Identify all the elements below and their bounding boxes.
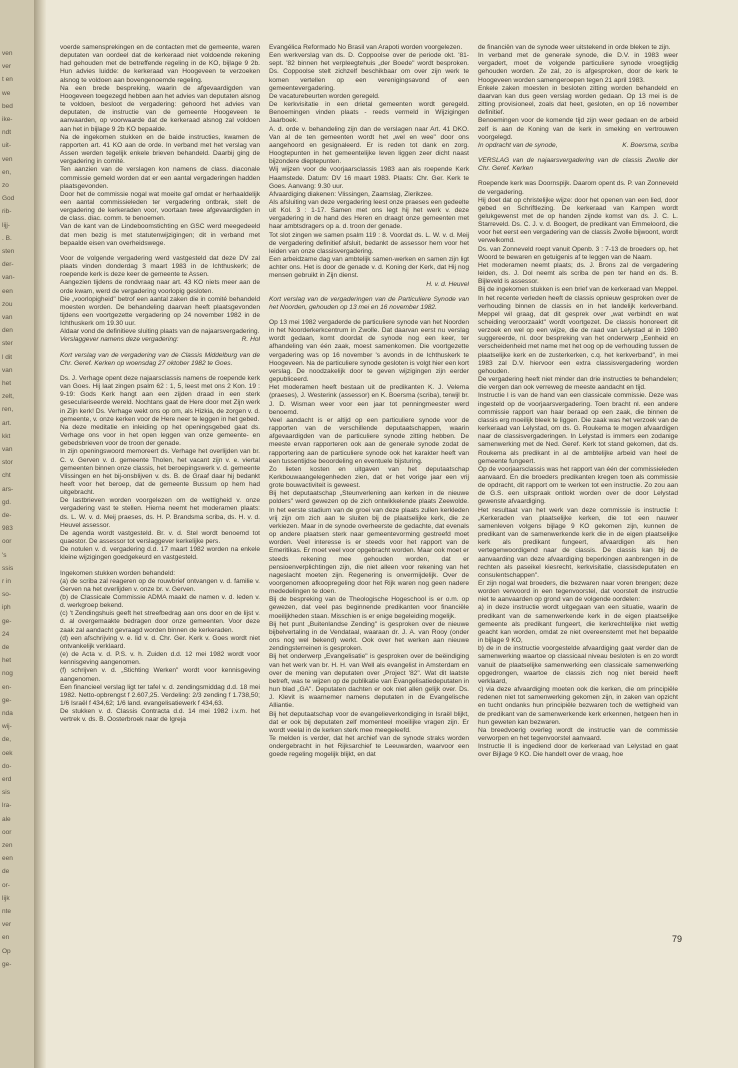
previous-page-fragment: het	[2, 380, 12, 387]
journal-page	[46, 0, 738, 1068]
body-paragraph: Bij het deputaatschap voor de evangelieverkondiging in Israël blijkt, dat er ook bij deputaten zelf momenteel moeilijke vragen zijn. Er wordt veelal in de kerken sterk mee meegeleefd.	[269, 710, 469, 734]
body-paragraph: De agenda wordt vastgesteld. Br. v. d. Stel wordt benoemd tot quaestor. De assessor tot verslaggever kerkelijke pers.	[60, 529, 260, 546]
body-paragraph: In zijn openingswoord memoreert ds. Verhage het overlijden van br. C. v. Gerven v. d. gemeente Tholen, het vacant zijn v. e. viertal gemeenten binnen onze classis, het beroepingswerk v. d. gemeente Vlissingen en het bij-onsblijven v. ds. B. de Graaf daar hij bedankt heeft voor het beroep, dat de gemeente Bussum op hem had uitgebracht.	[60, 448, 260, 497]
previous-page-fragment: ven	[2, 50, 13, 57]
body-paragraph: (a) de scriba zal reageren op de rouwbrief ontvangen v. d. familie v. Gerven na het overlijden v. onze br. v. Gerven.	[60, 577, 260, 593]
previous-page-fragment: Op	[2, 947, 11, 955]
previous-page-fragment: gd.	[2, 498, 12, 506]
previous-page-fragment: do-	[2, 762, 12, 770]
body-paragraph: Ds. J. Verhage opent deze najaarsclassis namens de roepende kerk van Goes. Hij laat zingen psalm 62 : 1, 5, leest met ons 2 Kon. 19 : 9-19: Gods Kerk hangt aan een zijden draad in een sterk geseculariseerde wereld. Nochtans gaat de Here door met Zijn werk in Zijn kerk! Ds. Verhage wekt ons op om, als Hizkia, de zorgen v. d. gemeente, v. onze kerken voor de Here neer te leggen in het gebed.	[60, 374, 260, 423]
body-paragraph: Na breedvoerig overleg wordt de instructie van de commissie verworpen en het tegenvoorstel aanvaard.	[478, 726, 678, 742]
body-paragraph: Het moderamen neemt plaats; ds. J. Brons zal de vergadering leiden, ds. J. Dol neemt als scriba de pen ter hand en ds. B. Bijleveld is assessor.	[478, 261, 678, 286]
previous-page-fragment: iph	[2, 604, 11, 612]
previous-page-fragment: ge-	[2, 960, 12, 968]
body-paragraph: In verband met de generale synode, die D.V. in 1983 weer vergadert, moet de volgende particuliere synode vroegtijdig gehouden worden. Ze zal, zo is afgesproken, door de kerk te Hoogeveen worden samengeroepen tegen 21 april 1983.	[478, 52, 678, 84]
previous-page-fragment: wij-	[2, 723, 12, 731]
previous-page-fragment: ge-	[2, 617, 12, 625]
previous-page-fragment: . B.	[2, 234, 12, 242]
previous-page-fragment: ren,	[2, 406, 14, 414]
body-paragraph: Bij het onderwerp „Evangelisatie" is gesproken over de beëindiging van het werk van br. H. H. van Well als evangelist in Amsterdam en over de mening van deputaten over „Project '82". Wat dit laatste betreft, was te wijzen op de publikatie van Evangelisatiedeputaten in hun blad „GA". Deputaten dachten er ook niet allen gelijk over. Ds. J. Klevit is waarnemer namens deputaten in de Evangelische Alliantie.	[269, 653, 469, 710]
body-paragraph: Bij het deputaatschap „Steunverlening aan kerken in de nieuwe polders" werd gewezen op de zich ontwikkelende plaats Zeewolde. In het eerste stadium van de groei van deze plaats zullen kerkleden vrij zijn om zich aan te sluiten bij de plaatselijke kerk, die ze verkiezen. Maar in de synode overheerste de gedachte, dat evenals op andere plaatsen sterk naar gemeentevorming gestreefd moet worden. Veel interesse is er steeds voor het rapport van de Emeritikas. Er moet veel voor opgebracht worden. Maar ook moet er steeds rekening mee gehouden worden, dat er pensioenverplichtingen zijn, die niet alleen voor rekening van het nageslacht moeten zijn. Regenering is onvermijdelijk. Over de voorgenomen afkoopregeling door het Rijk waren nog geen nadere mededelingen te doen.	[269, 490, 469, 596]
body-paragraph: Roepende kerk was Doornspijk. Daarom opent ds. P. van Zonneveld de vergadering.	[478, 180, 678, 196]
previous-page-fragment: oek	[2, 749, 13, 757]
body-paragraph: De kerkvisitatie in een drietal gemeenten wordt geregeld. Benoemingen vinden plaats - reeds vermeld in Wijzigingen Jaarboek.	[269, 101, 469, 125]
previous-page-fragment: ale	[2, 815, 11, 823]
body-paragraph: De stukken v. d. Classis Contracta d.d. 14 mei 1982 i.v.m. het vertrek v. ds. B. Oosterbroek naar de Igreja	[60, 708, 260, 724]
previous-page-fragment: een	[2, 287, 13, 295]
signature-line	[478, 142, 678, 150]
paragraph-gap	[478, 150, 678, 157]
previous-page-fragment: stor	[2, 459, 13, 467]
report-heading: VERSLAG van de najaarsvergadering van de classis Zwolle der Chr. Geref. Kerken	[478, 157, 678, 173]
previous-page-fragment: en-	[2, 683, 12, 691]
signature-label: In opdracht van de synode,	[478, 141, 558, 149]
body-paragraph: Bij de bespreking van de Theologische Hogeschool is er o.m. op gewezen, dat veel pas beginnende predikanten voor financiële moeilijkheden staan. Misschien is er enige begeleiding mogelijk.	[269, 596, 469, 620]
previous-page-fragment: nte	[2, 908, 12, 915]
previous-page-fragment: zo	[2, 182, 9, 189]
previous-page-fragment: en,	[2, 168, 12, 176]
paragraph-gap	[269, 289, 469, 296]
body-paragraph: Een arbeidzame dag van ambtelijk samen-werken en samen zijn ligt achter ons. Het is door de genade v. d. Koning der Kerk, dat Hij nog mensen gebruikt in Zijn dienst.	[269, 256, 469, 280]
previous-page-fragment: de,	[2, 736, 12, 744]
body-paragraph: (f) schrijven v. d. „Stichting Werken" wordt voor kennisgeving aangenomen.	[60, 667, 260, 683]
signature-label: Verslaggever namens deze vergadering:	[60, 336, 179, 344]
signature-line	[60, 336, 260, 344]
previous-page-fragment: der-	[2, 261, 14, 269]
previous-page-fragment: nog	[2, 670, 13, 678]
previous-page-fragment: de-	[2, 512, 12, 519]
body-paragraph: Instructie I is van de hand van een classicale commissie. Deze was ingesteld op de voorjaarsvergadering. Toen bracht nl. een andere commissie rapport van haar beraad op een zaak, die binnen de classis erg moeilijk bleek te liggen. Die zaak was het verzoek van de kerkeraad van Lelystad, om ds. G. Roukema te mogen afvaardigen naar de classisvergaderingen. In Lelystad is immers een zodanige samenwerking met de Ned. Geref. Kerk tot stand gekomen, dat ds. Roukema als predikant in al de ambtelijke arbeid van heel de gemeente fungeert.	[478, 392, 678, 465]
previous-page-fragment: erd	[2, 776, 12, 783]
previous-page-fragment: ike-	[2, 116, 13, 123]
body-paragraph: De vacaturebeurten worden geregeld.	[269, 92, 380, 100]
body-paragraph: a) in deze instructie wordt uitgegaan van een situatie, waarin de predikant van de samenwerkende kerk in de eigen plaatselijke gemeente als predikant fungeert, die kerkrechtelijke niet wettig geacht kan worden, omdat ze niet overeenstemt met het bepaalde in bijlage 9 KO,	[478, 604, 678, 645]
paragraph-gap	[60, 345, 260, 352]
signature-name: R. Hol	[241, 336, 260, 344]
previous-page-fragment: oor	[2, 538, 12, 546]
body-paragraph: Enkele zaken moesten in besloten zitting worden behandeld en daarvan kan dus geen verslag worden gedaan. Op 13 mei is de zitting provisioneel, zoals dat heet, gesloten, en op 16 november definitief.	[478, 84, 678, 117]
previous-page-fragment: rib-	[2, 208, 12, 216]
previous-page-fragment: van	[2, 314, 13, 321]
body-paragraph: De lastbrieven worden voorgelezen om de wettigheid v. onze vergadering vast te stellen. Hierna neemt het moderamen plaats: ds. L. W. v. d. Meij praeses, ds. H. P. Brandsma scriba, ds. H. v. d. Heuvel assessor.	[60, 497, 260, 529]
previous-page-edge	[0, 0, 34, 1068]
body-paragraph: Op 13 mei 1982 vergaderde de particuliere synode van het Noorden in het Noorderkerkcentrum in Zwolle. Dat daarvan eerst nu verslag wordt gedaan, komt doordat de synode nog een keer, ter afhandeling van één zaak, moest samenkomen. Die voortgezette vergadering was op 16 november 's avonds in de Ichthuskerk te Hoogeveen. Na de particuliere synode gesloten is volgt hier een kort verslag. De noodzakelijk door te geven wijzigingen zijn eerder gepubliceerd.	[269, 319, 469, 384]
body-paragraph: Een werkverslag van ds. D. Coppoolse over de periode okt. '81-sept. '82 binnen het verpleegtehuis „der Boede" wordt besproken. Ds. Coppoolse stelt zichzelf beschikbaar om over zijn werk te komen vertellen op een verenigingsavond of een gemeentevergadering.	[269, 52, 469, 92]
body-paragraph: (d) een afschrijving v. e. lid v. d. Chr. Ger. Kerk v. Goes wordt niet ontvankelijk verklaard.	[60, 634, 260, 650]
previous-page-fragment: we	[2, 89, 11, 97]
body-paragraph: Door het de commissie nogal wat moeite gaf omdat er herhaaldelijk een aantal commissieleden ter vergadering ontbrak, stelt de vergadering de kerkeraden voor, voortaan twee afgevaardigden in de class. diac. comm. te benoemen.	[60, 190, 260, 223]
body-paragraph: Bij het punt „Buitenlandse Zending" is gesproken over de nieuwe bijbelvertaling in de Vendataal, waaraan dr. J. A. van Rooy (onder ons nog wel bekend) werkt. Ook over het werken aan nieuwe zendingsterreinen is gesproken.	[269, 620, 469, 653]
body-paragraph: Het moderamen heeft bestaan uit de predikanten K. J. Velema (praeses), J. Westerink (assessor) en K. Boersma (scriba), terwijl br. J. D. Wisman weer voor een jaar tot penningmeester werd benoemd.	[269, 384, 469, 416]
text-column-right	[478, 44, 678, 1024]
body-paragraph: De notulen v. d. vergadering d.d. 17 maart 1982 worden na enkele kleine wijzigingen goedgekeurd en vastgesteld.	[60, 546, 260, 562]
body-paragraph: (e) de Acta v. d. P.S. v. h. Zuiden d.d. 12 mei 1982 wordt voor kennisgeving aangenomen.	[60, 651, 260, 667]
previous-page-fragment: sten	[2, 248, 15, 255]
body-paragraph: de financiën van de synode weer uitstekend in orde bleken te zijn.	[478, 44, 671, 51]
body-paragraph: (b) de Classicale Commissie ADMA maakt de namen v. d. leden v. d. werkgroep bekend.	[60, 594, 260, 610]
body-paragraph: Voor de volgende vergadering werd vastgesteld dat deze DV zal plaats vinden donderdag 3 maart 1983 in de Ichthuskerk; de roepende kerk is deze keer de gemeente te Assen.	[60, 254, 260, 279]
body-paragraph: Van de kant van de Lindeboomstichting en GSC werd meegedeeld dat men bezig is met statutenwijzigingen; dit in verband met bepaalde eisen van overheidswege.	[60, 223, 260, 247]
previous-page-fragment: l dit	[2, 353, 13, 361]
page-number: 79	[672, 934, 683, 944]
previous-page-fragment: or-	[2, 881, 10, 889]
previous-page-fragment: oor	[2, 828, 12, 836]
body-paragraph: Na deze meditatie en inleiding op het openingsgebed gaat ds. Verhage ons voor in het open leggen van onze gemeente- en gebedsbrieven voor de troon der genade.	[60, 423, 260, 448]
previous-page-fragment: en	[2, 934, 10, 942]
previous-page-fragment: een	[2, 855, 13, 863]
previous-page-fragment: cht	[2, 472, 11, 480]
previous-page-fragment: ge-	[2, 696, 12, 704]
previous-page-fragment: ars-	[2, 485, 14, 493]
body-paragraph: Als afsluiting van deze vergadering leest onze praeses een gedeelte uit Kol. 3 : 1-17. Samen met ons legt hij het werk v. deze vergadering in de hand des Heren en draagt onze gemeenten met haar ambtsdragers op a. d. troon der genade.	[269, 198, 469, 231]
previous-page-fragment: sis	[2, 789, 10, 797]
paragraph-gap	[478, 173, 678, 180]
body-paragraph: Aangezien tijdens de rondvraag naar art. 43 KO niets meer aan de orde kwam, werd de vergadering voorlopig gesloten.	[60, 279, 260, 295]
body-paragraph: Wij wijzen voor de voorjaarsclassis 1983 aan als roepende Kerk Haamstede. Datum: DV 16 maart 1983. Plaats: Chr. Ger. Kerk te Goes. Aanvang: 9.30 uur.	[269, 166, 469, 190]
previous-page-fragment: ver	[2, 63, 12, 71]
previous-page-fragment: 983	[2, 525, 13, 533]
paragraph-gap	[60, 563, 260, 570]
previous-page-fragment: ndt	[2, 129, 12, 137]
previous-page-fragment: ven	[2, 155, 13, 163]
signature-name: K. Boersma, scriba	[622, 141, 678, 149]
text-column-left	[60, 44, 260, 1024]
previous-page-fragment: lijk	[2, 894, 10, 902]
body-paragraph: Ingekomen stukken worden behandeld:	[60, 569, 176, 577]
previous-page-fragment: kkt	[2, 432, 11, 440]
previous-page-fragment: art.	[2, 419, 12, 427]
body-paragraph: Afvaardiging diakenen: Vlissingen, Zaamslag, Zierikzee.	[269, 190, 433, 198]
previous-page-fragment: lijj-	[2, 221, 10, 229]
previous-page-fragment: den	[2, 327, 13, 335]
previous-page-fragment: uit-	[2, 142, 12, 150]
report-heading: Kort verslag van de vergaderingen van de Particuliere Synode van het Noorden, gehouden op 13 mei en 16 november 1982.	[269, 295, 469, 311]
body-paragraph: Te melden is verder, dat het archief van de synode straks worden ondergebracht in het Rijksarchief te Leeuwarden, waarvoor een goede regeling mogelijk blijkt, en dat	[269, 734, 469, 759]
body-paragraph: De vergadering heeft niet minder dan drie instructies te behandelen; die vergen dan ook verreweg de meeste aandacht en tijd.	[478, 376, 678, 392]
body-paragraph: A. d. orde v. behandeling zijn dan de verslagen naar Art. 41 DKO. Van al de ten gemeenten wordt het „wel en wee" door ons aangehoord en gesignaleerd. Er is reden tot dank en zorg. Hoogtepunten in het gemeentelijke leven liggen zeer dicht naast bijzondere dieptepunten.	[269, 125, 469, 166]
body-paragraph: Bij de ingekomen stukken is een brief van de kerkeraad van Meppel. In het recente verleden heeft de classis opnieuw gesproken over de verhouding binnen de classis en in het landelijk kerkverband. Meppel wil graag, dat dit gesprek over „wat verbindt en wat scheiding veroorzaakt" wordt voortgezet. De classis honoreert dit verzoek en wel op een wijze, die de raad van Lelystad al in 1980 suggereerde, nl. door bespreking van het onderwerp „Eenheid en verscheidenheid met name met het oog op de verhouding tussen de plaatselijke kerk en de zusterkerken, c.q. het kerkverband", in mei 1983 zal D.V. hiervoor een extra classisvergadering worden gehouden.	[478, 286, 678, 375]
previous-page-fragment: God	[2, 195, 15, 203]
body-paragraph: Op de voorjaarsclassis was het rapport van één der commissieleden aanvaard. En die broeders predikanten kregen toen als commissie de opdracht, dit rapport om te werken tot een instructie. Zo zou aan de G.S. een uitspraak ontlokt worden over de door Lelystad gewenste afvaardiging.	[478, 465, 678, 506]
body-paragraph: Die „voorlopigheid" betrof een aantal zaken die in comité behandeld moesten worden. De behandeling daarvan heeft plaatsgevonden tijdens een voortgezette vergadering op 24 november 1982 in de Ichthuskerk om 19.30 uur.	[60, 295, 260, 328]
previous-page-fragment: van	[2, 446, 13, 453]
previous-page-fragment: 24	[2, 630, 10, 638]
previous-page-fragment: so-	[2, 591, 12, 599]
previous-page-fragment: r in	[2, 578, 12, 585]
previous-page-fragment: t en	[2, 76, 13, 84]
page-fold-shadow	[34, 0, 46, 1068]
body-paragraph: c) via deze afvaardiging moeten ook die kerken, die om principiële redenen niet tot samenwerking gekomen zijn, in zaken van opzicht en tucht ondanks hun principiële bezwaren toch de wettigheid van de predikant van de samenwerkende kerk erkennen, hetgeen hen in hun geweten kan bezwaren.	[478, 686, 678, 726]
previous-page-fragment: ssis	[2, 564, 14, 572]
body-paragraph: Ten aanzien van de verslagen kon namens de class. diaconale commissie gemeld worden dat er een aantal vergaderingen hadden plaatsgevonden.	[60, 166, 260, 190]
body-paragraph: voerde samensprekingen en de contacten met de gemeente, waren deputaten van oordeel dat de kerkeraad niet voldoende rekening had gehouden met de betreffende regeling in de KO, bijlage 9 2b. Hun advies luidde: de kerkeraad van Hoogeveen te verzoeken alsnog te voldoen aan bovengenoemde regeling.	[60, 44, 260, 84]
body-paragraph: Evangélica Reformado No Brasil van Arapoti worden voorgelezen.	[269, 44, 463, 51]
previous-page-fragment: zou	[2, 300, 13, 308]
body-paragraph: Benoemingen voor de komende tijd zijn weer gedaan en de arbeid zelf is aan de Koning van de kerk in smeking en vertrouwen voorgelegd.	[478, 117, 678, 141]
body-paragraph: Er zijn nogal wat broeders, die bezwaren naar voren brengen; deze worden verwoord in een tegenvoorstel, dat voorstelt de instructie niet te aanvaarden op grond van de volgende oordelen:	[478, 580, 678, 604]
body-paragraph: Veel aandacht is er altijd op een particuliere synode voor de rapporten van de verschillende deputaatschappen, waarin afgevaardigden van de particuliere synode zitting hebben. De meeste ervan rapporteren ook aan de generale synode zodat de rapportering aan de particuliere synode ook het karakter heeft van een tussentijdse beoordeling en eventuele bijsturing.	[269, 416, 469, 465]
paragraph-gap	[60, 248, 260, 255]
signature-name: H. v. d. Heuvel	[426, 280, 469, 288]
previous-page-fragment: zelt,	[2, 393, 14, 401]
body-paragraph: Hij doet dat op christelijke wijze: door het openen van een lied, door gebed en Schriftlezing. De kerkeraad van Kampen wordt gelukgewenst met de op handen zijnde komst van ds. J. C. L. Starreveld. Ds. C. J. v. d. Boogert, de predikant van Emmeloord, die voor het eerst een vergadering van de classis Zwolle bijwoont, wordt verwelkomd.	[478, 196, 678, 245]
previous-page-fragment: van-	[2, 274, 15, 282]
previous-page-fragment: ver	[2, 921, 12, 929]
previous-page-fragment: 's	[2, 551, 7, 559]
body-paragraph: (c) 't Zendingshuis geeft het streefbedrag aan ons door en de lijst v. d. al overgemaakte bedragen door onze gemeenten. Voor deze zaak zal aandacht gevraagd worden binnen de kerkeraden.	[60, 610, 260, 634]
previous-page-fragment: nda	[2, 710, 13, 717]
previous-page-fragment: zen	[2, 842, 13, 849]
previous-page-fragment: het	[2, 657, 12, 665]
previous-page-fragment: van	[2, 366, 13, 374]
body-paragraph: Zo lieten kosten en uitgaven van het deputaatschap Kerkbouwaangelegenheden zien, dat er het vorige jaar een vrij grote bouwactiviteit is geweest.	[269, 465, 469, 490]
body-paragraph: Tot slot zingen we samen psalm 119 : 8. Voordat ds. L. W. v. d. Meij de vergadering definitief afsluit, bedankt de assessor hem voor het leiden van onze classisvergadering.	[269, 231, 469, 255]
body-paragraph: Ds. van Zonneveld roept vanuit Openb. 3 : 7-13 de broeders op, het Woord te bewaren en getuigenis af te leggen van de Naam.	[478, 245, 678, 261]
body-paragraph: b) de in de instructie voorgestelde afvaardiging gaat verder dan de samenwerking waartoe op classicaal niveau besloten is en zo wordt vanuit de plaatselijke samenwerking een classicale samenwerking opgedrongen, waartoe de classis zich nog niet bereid heeft verklaard,	[478, 645, 678, 685]
previous-page-fragment: lra-	[2, 802, 12, 810]
body-paragraph: Na de ingekomen stukken en de baide instructies, kwamen de rapporten art. 41 KO aan de orde. In verband met het verslag van Assen werden tegelijk enkele brieven behandeld. Daarbij ging de vergadering in comité.	[60, 133, 260, 166]
paragraph-gap	[60, 368, 260, 375]
previous-page-fragment: bed	[2, 102, 13, 110]
body-paragraph: Een financieel verslag ligt ter tafel v. d. zendingsmiddag d.d. 18 mei 1982. Netto-opbrengst f 2.607,25. Verdeling: 2/3 zending f 1.738,50; 1/6 Israël f 434,62; 1/6 land. evangelisatiewerk f 434,63.	[60, 683, 260, 708]
report-heading: Kort verslag van de vergadering van de Classis Middelburg van de Chr. Geref. Kerken op woensdag 27 oktober 1982 te Goes.	[60, 351, 260, 367]
previous-page-fragment: de	[2, 644, 10, 651]
body-paragraph: Instructie II is ingediend door de kerkeraad van Lelystad en gaat over Bijlage 9 KO. Die handelt over de vraag, hoe	[478, 743, 678, 759]
body-paragraph: Aldaar vond de definitieve sluiting plaats van de najaarsvergadering.	[60, 328, 260, 336]
previous-page-fragment: de	[2, 868, 10, 876]
body-paragraph: Na een brede bespreking, waarin de afgevaardigden van Hoogeveen toegezegd hebben aan het advies van deputaten alsnog te voldoen, besloot de vergadering: gehoord het advies van deputaten, de instructie van de gemeente Hoogeveen te aanvaarden, op voorwaarde dat de kerkeraad alsnog zal voldoen aan het in bijlage 9 2b KO bepaalde.	[60, 84, 260, 133]
body-paragraph: Het resultaat van het werk van deze commissie is instructie I: „Kerkeraden van plaatselijke kerken, die tot een nauwer samenleven volgens bijlage 9 KO gekomen zijn, kunnen de predikant van de samenwerkende kerk die in de eigen plaatselijke kerk als predikant fungeert, afvaardigen als hen vertegenwoordigend naar de classis. De classis kan bij de aanvaarding van deze afvaardiging beperkingen aanbrengen in de rechten als paseikel kiesrecht, kerkvisitatie, classisdeputaten en consulentschappen".	[478, 506, 678, 579]
previous-page-fragment: ster	[2, 340, 13, 348]
text-column-middle	[269, 44, 469, 1024]
paragraph-gap	[269, 312, 469, 319]
signature-line	[269, 281, 469, 289]
